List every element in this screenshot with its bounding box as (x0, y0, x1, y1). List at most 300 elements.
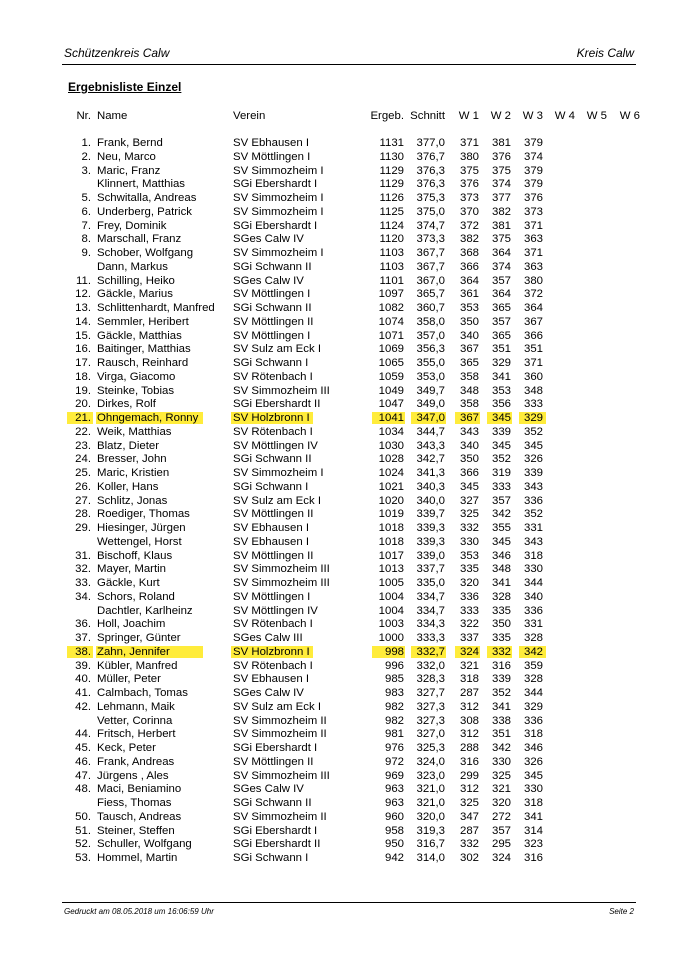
cell-name: Steinke, Tobias (97, 384, 175, 397)
cell-schnitt: 339,0 (416, 549, 445, 562)
cell-schnitt: 342,7 (416, 453, 445, 466)
cell-verein: SV Sulz am Eck I (233, 494, 321, 507)
cell-verein: SV Ebhausen I (233, 137, 309, 149)
cell-w3: 364 (523, 302, 543, 314)
cell-w2: 341 (491, 700, 511, 713)
cell-nr: 1. (81, 137, 91, 149)
table-row (0, 810, 682, 824)
cell-name: Bischoff, Klaus (97, 549, 173, 562)
cell-name: Dann, Markus (97, 260, 168, 273)
cell-w2: 345 (491, 439, 511, 452)
table-row (0, 741, 682, 755)
col-header-schnitt: Schnitt (410, 110, 445, 122)
cell-w1: 318 (459, 673, 479, 686)
cell-w2: 364 (491, 247, 511, 259)
cell-schnitt: 325,3 (416, 742, 445, 754)
cell-name: Schlitz, Jonas (97, 494, 168, 507)
cell-verein: SV Simmozheim I (233, 164, 324, 177)
cell-w1: 364 (459, 274, 479, 287)
cell-schnitt: 332,7 (416, 645, 445, 658)
cell-w1: 332 (459, 838, 479, 851)
cell-name: Koller, Hans (97, 480, 159, 493)
cell-verein: SV Simmozheim I (233, 467, 324, 479)
cell-w3: 371 (523, 357, 543, 369)
cell-nr: 46. (75, 755, 91, 768)
cell-nr: 32. (75, 563, 91, 576)
col-header-w1: W 1 (458, 110, 479, 122)
cell-name: Dachtler, Karlheinz (97, 604, 193, 617)
cell-schnitt: 339,7 (416, 508, 445, 521)
cell-w2: 335 (491, 604, 511, 617)
cell-w2: 341 (491, 370, 511, 383)
cell-w1: 361 (459, 288, 479, 301)
cell-nr: 22. (75, 425, 91, 438)
cell-ergeb: 1059 (378, 370, 404, 383)
cell-w2: 345 (491, 535, 511, 548)
cell-w3: 346 (523, 742, 543, 754)
cell-nr: 2. (81, 150, 91, 163)
cell-verein: SV Simmozheim III (233, 563, 330, 576)
cell-w2: 338 (491, 714, 511, 727)
cell-w2: 319 (491, 467, 511, 479)
cell-w3: 314 (523, 824, 543, 837)
table-row (0, 604, 682, 618)
cell-ergeb: 1018 (378, 535, 404, 548)
cell-name: Weik, Matthias (97, 425, 172, 438)
table-row (0, 727, 682, 741)
cell-w2: 320 (491, 797, 511, 809)
cell-nr: 25. (75, 467, 91, 479)
cell-schnitt: 335,0 (416, 577, 445, 589)
cell-verein: SV Sulz am Eck I (233, 343, 321, 356)
cell-w1: 322 (459, 618, 479, 631)
cell-schnitt: 356,3 (416, 343, 445, 356)
cell-ergeb: 1129 (379, 164, 404, 177)
cell-w1: 330 (459, 535, 479, 548)
cell-w1: 321 (459, 659, 479, 672)
table-row (0, 150, 682, 164)
col-header-ergeb: Ergeb. (370, 110, 404, 122)
cell-w2: 375 (491, 233, 511, 246)
cell-w1: 375 (459, 164, 479, 177)
cell-name: Jürgens , Ales (97, 769, 169, 782)
cell-w2: 342 (491, 742, 511, 754)
cell-name: Hommel, Martin (97, 852, 178, 864)
cell-ergeb: 1021 (378, 480, 404, 493)
cell-w1: 320 (459, 577, 479, 589)
table-row (0, 782, 682, 796)
cell-w3: 360 (523, 370, 543, 383)
table-row (0, 411, 682, 425)
table-row (0, 521, 682, 535)
cell-w1: 358 (459, 398, 479, 411)
cell-verein: SGi Ebershardt II (233, 838, 321, 851)
cell-verein: SGi Schwann I (233, 357, 309, 369)
cell-w1: 353 (459, 302, 479, 314)
table-row (0, 177, 682, 191)
col-header-w2: W 2 (490, 110, 511, 122)
cell-nr: 12. (75, 288, 91, 301)
cell-schnitt: 320,0 (416, 810, 445, 823)
cell-w2: 328 (491, 590, 511, 603)
cell-w1: 366 (459, 467, 479, 479)
cell-schnitt: 375,3 (416, 192, 445, 204)
cell-name: Gäckle, Kurt (97, 577, 160, 589)
table-row (0, 686, 682, 700)
table-row (0, 232, 682, 246)
cell-verein: SV Möttlingen IV (233, 439, 318, 452)
table-header-row (0, 109, 682, 123)
table-row (0, 397, 682, 411)
cell-w2: 341 (491, 577, 511, 589)
cell-schnitt: 353,0 (416, 370, 445, 383)
cell-ergeb: 960 (384, 810, 404, 823)
cell-w1: 288 (459, 742, 479, 754)
cell-w1: 372 (459, 219, 479, 232)
cell-w3: 328 (523, 632, 543, 644)
cell-name: Kübler, Manfred (97, 659, 178, 672)
cell-w1: 336 (459, 590, 479, 603)
cell-schnitt: 375,0 (416, 205, 445, 218)
cell-ergeb: 1000 (378, 632, 404, 644)
cell-nr: 5. (81, 192, 91, 204)
cell-name: Maric, Kristien (97, 467, 170, 479)
cell-name: Fritsch, Herbert (97, 728, 176, 741)
cell-nr: 28. (75, 508, 91, 521)
cell-w1: 325 (459, 797, 479, 809)
cell-w3: 344 (523, 577, 543, 589)
cell-name: Müller, Peter (97, 673, 161, 686)
cell-w1: 287 (459, 824, 479, 837)
cell-ergeb: 1005 (378, 577, 404, 589)
cell-name: Steiner, Steffen (97, 824, 175, 837)
cell-schnitt: 343,3 (416, 439, 445, 452)
cell-w1: 365 (459, 357, 479, 369)
cell-schnitt: 344,7 (416, 425, 445, 438)
header-left: Schützenkreis Calw (64, 46, 170, 60)
cell-w2: 335 (491, 632, 511, 644)
cell-w2: 374 (491, 178, 511, 191)
cell-w2: 353 (491, 384, 511, 397)
cell-name: Mayer, Martin (97, 563, 166, 576)
cell-w2: 357 (491, 824, 511, 837)
cell-ergeb: 1124 (379, 219, 404, 232)
cell-name: Gäckle, Marius (97, 288, 173, 301)
cell-w1: 332 (459, 522, 479, 534)
cell-w2: 333 (491, 480, 511, 493)
footer-divider (62, 902, 636, 903)
cell-ergeb: 1041 (378, 412, 404, 424)
footer-print-date: Gedruckt am 08.05.2018 um 16:06:59 Uhr (64, 907, 214, 916)
cell-ergeb: 1018 (378, 522, 404, 534)
cell-w3: 379 (523, 164, 543, 177)
cell-ergeb: 1097 (378, 288, 404, 301)
cell-verein: SGes Calw IV (233, 233, 304, 246)
cell-nr: 11. (76, 274, 91, 287)
cell-schnitt: 340,3 (416, 480, 445, 493)
cell-w2: 295 (491, 838, 511, 851)
cell-verein: SV Möttlingen IV (233, 604, 318, 617)
cell-ergeb: 950 (384, 838, 404, 851)
cell-ergeb: 958 (384, 824, 404, 837)
cell-verein: SGi Ebershardt I (233, 178, 318, 191)
col-header-w3: W 3 (522, 110, 543, 122)
cell-nr: 36. (75, 618, 91, 631)
cell-verein: SV Ebhausen I (233, 673, 309, 686)
cell-nr: 39. (75, 659, 91, 672)
cell-ergeb: 1126 (379, 192, 404, 204)
cell-nr: 42. (75, 700, 91, 713)
cell-verein: SV Simmozheim I (233, 205, 324, 218)
cell-nr: 44. (75, 728, 91, 741)
cell-schnitt: 334,3 (416, 618, 445, 631)
cell-w3: 343 (523, 535, 543, 548)
cell-w1: 347 (459, 810, 479, 823)
cell-w1: 376 (459, 178, 479, 191)
cell-schnitt: 323,0 (416, 769, 445, 782)
cell-nr: 31. (75, 549, 91, 562)
cell-name: Holl, Joachim (97, 618, 166, 631)
table-row (0, 507, 682, 521)
cell-schnitt: 355,0 (416, 357, 445, 369)
cell-schnitt: 367,0 (416, 274, 445, 287)
cell-name: Schlittenhardt, Manfred (97, 302, 215, 314)
table-row (0, 645, 682, 659)
cell-w2: 332 (491, 645, 511, 658)
cell-name: Schwitalla, Andreas (97, 192, 197, 204)
table-row (0, 246, 682, 260)
cell-w3: 328 (523, 673, 543, 686)
cell-w2: 325 (491, 769, 511, 782)
cell-verein: SGi Schwann II (233, 453, 312, 466)
cell-nr: 3. (81, 164, 91, 177)
cell-w3: 372 (523, 288, 543, 301)
cell-w3: 336 (523, 494, 543, 507)
cell-w1: 312 (459, 700, 479, 713)
cell-w3: 316 (523, 852, 543, 864)
cell-ergeb: 963 (384, 797, 404, 809)
cell-ergeb: 1131 (379, 137, 404, 149)
cell-schnitt: 327,0 (416, 728, 445, 741)
cell-w3: 352 (523, 425, 543, 438)
cell-ergeb: 1030 (378, 439, 404, 452)
cell-verein: SV Simmozheim II (233, 728, 327, 741)
cell-verein: SV Rötenbach I (233, 618, 313, 631)
cell-nr: 8. (81, 233, 91, 246)
cell-ergeb: 942 (384, 852, 404, 864)
cell-w3: 343 (523, 480, 543, 493)
cell-w1: 333 (459, 604, 479, 617)
cell-verein: SV Holzbronn I (233, 645, 310, 658)
cell-nr: 16. (75, 343, 91, 356)
cell-w1: 367 (459, 343, 479, 356)
cell-schnitt: 321,0 (416, 797, 445, 809)
cell-ergeb: 969 (384, 769, 404, 782)
cell-w2: 350 (491, 618, 511, 631)
cell-ergeb: 985 (384, 673, 404, 686)
cell-nr: 20. (75, 398, 91, 411)
cell-nr: 52. (75, 838, 91, 851)
cell-verein: SV Simmozheim I (233, 192, 324, 204)
cell-name: Maci, Beniamino (97, 783, 182, 796)
cell-schnitt: 327,3 (416, 714, 445, 727)
cell-w3: 336 (523, 714, 543, 727)
cell-schnitt: 327,7 (416, 687, 445, 699)
cell-nr: 33. (75, 577, 91, 589)
cell-verein: SGes Calw III (233, 632, 303, 644)
cell-ergeb: 1130 (379, 150, 404, 163)
cell-ergeb: 976 (384, 742, 404, 754)
cell-w3: 344 (523, 687, 543, 699)
cell-name: Springer, Günter (97, 632, 181, 644)
col-header-w6: W 6 (619, 110, 640, 122)
cell-name: Semmler, Heribert (97, 315, 189, 328)
table-row (0, 260, 682, 274)
cell-w2: 346 (491, 549, 511, 562)
cell-name: Frey, Dominik (97, 219, 167, 232)
cell-nr: 26. (75, 480, 91, 493)
cell-schnitt: 373,3 (416, 233, 445, 246)
cell-schnitt: 365,7 (416, 288, 445, 301)
table-row (0, 631, 682, 645)
cell-w2: 272 (491, 810, 511, 823)
cell-w1: 382 (459, 233, 479, 246)
cell-w3: 318 (523, 549, 543, 562)
cell-w3: 330 (523, 563, 543, 576)
cell-w1: 350 (459, 453, 479, 466)
cell-name: Calmbach, Tomas (97, 687, 188, 699)
cell-schnitt: 341,3 (416, 467, 445, 479)
cell-verein: SGi Schwann I (233, 852, 309, 864)
cell-nr: 17. (75, 357, 91, 369)
cell-w3: 363 (523, 233, 543, 246)
cell-schnitt: 340,0 (416, 494, 445, 507)
footer-page-number: Seite 2 (609, 907, 634, 916)
cell-verein: SV Möttlingen I (233, 150, 311, 163)
cell-w1: 316 (459, 755, 479, 768)
cell-w2: 352 (491, 687, 511, 699)
table-row (0, 576, 682, 590)
table-row (0, 494, 682, 508)
cell-ergeb: 972 (384, 755, 404, 768)
cell-w3: 379 (523, 137, 543, 149)
cell-name: Rausch, Reinhard (97, 357, 189, 369)
table-row (0, 205, 682, 219)
cell-name: Marschall, Franz (97, 233, 182, 246)
cell-w2: 381 (491, 137, 511, 149)
table-row (0, 301, 682, 315)
cell-ergeb: 981 (384, 728, 404, 741)
cell-w3: 326 (523, 755, 543, 768)
table-row (0, 480, 682, 494)
col-header-verein: Verein (233, 110, 266, 122)
cell-nr: 7. (81, 219, 91, 232)
cell-schnitt: 360,7 (416, 302, 445, 314)
cell-w2: 365 (491, 329, 511, 342)
cell-ergeb: 1024 (378, 467, 404, 479)
cell-verein: SV Rötenbach I (233, 659, 313, 672)
cell-w2: 351 (491, 343, 511, 356)
cell-nr: 40. (75, 673, 91, 686)
cell-w1: 325 (459, 508, 479, 521)
cell-nr: 18. (75, 370, 91, 383)
cell-w2: 324 (491, 852, 511, 864)
cell-name: Ohngemach, Ronny (97, 412, 199, 424)
cell-verein: SGi Schwann I (233, 480, 309, 493)
cell-schnitt: 357,0 (416, 329, 445, 342)
cell-ergeb: 1103 (379, 260, 404, 273)
cell-w1: 370 (459, 205, 479, 218)
cell-verein: SV Möttlingen I (233, 329, 311, 342)
table-row (0, 439, 682, 453)
cell-ergeb: 1004 (378, 590, 404, 603)
cell-verein: SV Simmozheim III (233, 769, 330, 782)
cell-w3: 341 (523, 810, 543, 823)
cell-w3: 336 (523, 604, 543, 617)
cell-nr: 27. (75, 494, 91, 507)
cell-ergeb: 1013 (378, 563, 404, 576)
cell-w2: 381 (491, 219, 511, 232)
table-row (0, 824, 682, 838)
cell-w1: 371 (459, 137, 479, 149)
cell-ergeb: 1120 (379, 233, 404, 246)
cell-w3: 333 (523, 398, 543, 411)
cell-verein: SV Simmozheim II (233, 810, 327, 823)
cell-ergeb: 1065 (378, 357, 404, 369)
cell-schnitt: 319,3 (416, 824, 445, 837)
cell-w1: 287 (459, 687, 479, 699)
cell-verein: SV Ebhausen I (233, 522, 309, 534)
cell-w3: 371 (523, 219, 543, 232)
table-row (0, 287, 682, 301)
cell-schnitt: 324,0 (416, 755, 445, 768)
table-row (0, 370, 682, 384)
cell-w3: 329 (523, 412, 543, 424)
cell-verein: SGi Ebershardt II (233, 398, 321, 411)
cell-nr: 19. (75, 384, 91, 397)
cell-name: Schors, Roland (97, 590, 175, 603)
cell-w3: 340 (523, 590, 543, 603)
cell-w3: 380 (523, 274, 543, 287)
cell-w1: 367 (459, 412, 479, 424)
cell-w3: 359 (523, 659, 543, 672)
cell-name: Neu, Marco (97, 150, 156, 163)
cell-name: Vetter, Corinna (97, 714, 173, 727)
cell-schnitt: 376,3 (416, 178, 445, 191)
cell-name: Frank, Bernd (97, 137, 163, 149)
cell-verein: SV Sulz am Eck I (233, 700, 321, 713)
cell-w1: 324 (459, 645, 479, 658)
cell-w2: 375 (491, 164, 511, 177)
table-row (0, 164, 682, 178)
cell-name: Blatz, Dieter (97, 439, 160, 452)
cell-verein: SV Möttlingen II (233, 508, 314, 521)
cell-name: Gäckle, Matthias (97, 329, 182, 342)
cell-w1: 350 (459, 315, 479, 328)
table-row (0, 535, 682, 549)
cell-name: Zahn, Jennifer (97, 645, 170, 658)
table-row (0, 769, 682, 783)
cell-name: Bresser, John (97, 453, 167, 466)
cell-nr: 41. (75, 687, 91, 699)
cell-w3: 330 (523, 783, 543, 796)
table-row (0, 425, 682, 439)
cell-schnitt: 328,3 (416, 673, 445, 686)
cell-schnitt: 316,7 (416, 838, 445, 851)
cell-w2: 321 (491, 783, 511, 796)
cell-w1: 312 (459, 783, 479, 796)
cell-ergeb: 1020 (378, 494, 404, 507)
